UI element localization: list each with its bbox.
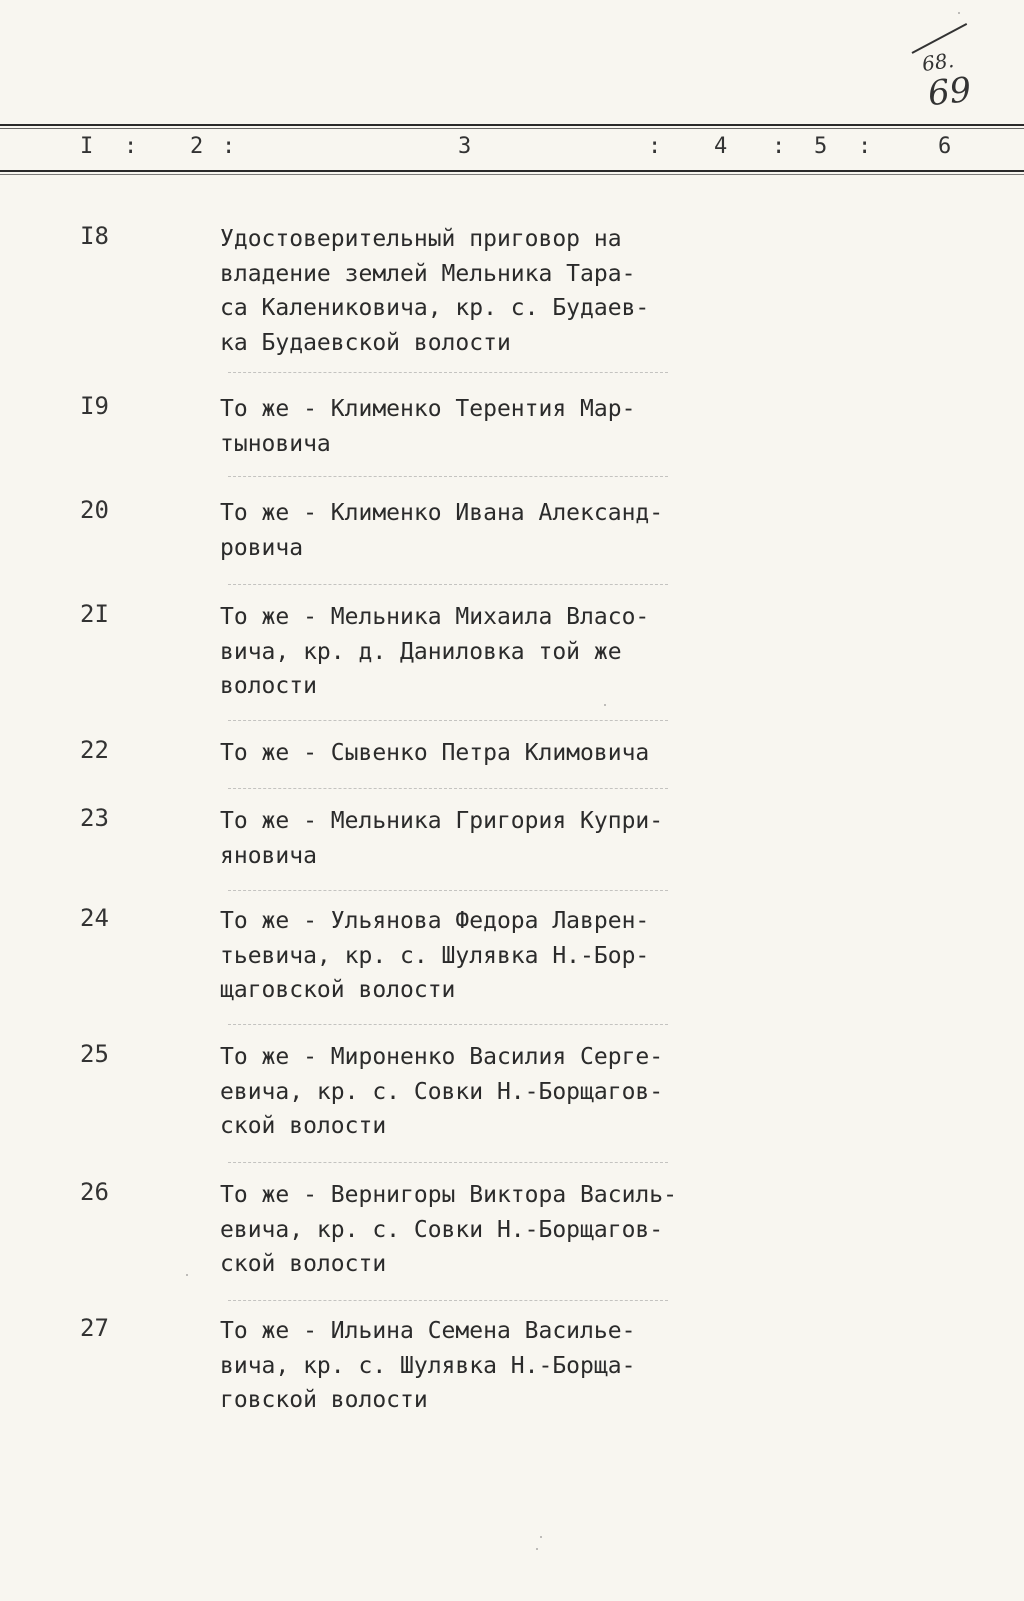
entry-description: То же - Клименко Терентия Мар- тыновича: [220, 396, 636, 457]
column-header-5: 5: [814, 134, 828, 159]
entry-description: То же - Мельника Михаила Власо- вича, кр. д. Даниловка той же волости: [220, 604, 650, 699]
separator-dots: [228, 584, 668, 585]
separator-dots: [228, 1024, 668, 1025]
column-header-3: 3: [458, 134, 472, 159]
header-rule-top: [0, 124, 1024, 126]
column-header-4: 4: [714, 134, 728, 159]
entry-number: 20: [80, 496, 109, 524]
entry-description: То же - Ильина Семена Василье- вича, кр. с. Шулявка Н.-Борща- говской волости: [220, 1318, 636, 1413]
entry-description: То же - Вернигоры Виктора Василь- евича, кр. с. Совки Н.-Борщагов- ской волости: [220, 1182, 677, 1277]
entry-number: 25: [80, 1040, 109, 1068]
entry-description: То же - Клименко Ивана Александ- ровича: [220, 500, 664, 561]
entry-number: I9: [80, 392, 109, 420]
entry-description: Удостоверительный приговор на владение землей Мельника Тара- са Калениковича, кр. с. Будаев- ка Будаевской волости: [220, 226, 650, 356]
folio-old-number: 68.: [920, 47, 956, 77]
scan-speck: [536, 1548, 538, 1550]
separator-dots: [228, 476, 668, 477]
scan-speck: [958, 12, 960, 14]
scan-speck: [540, 1536, 542, 1538]
column-separator: :: [124, 134, 138, 159]
column-header-2: 2: [190, 134, 204, 159]
column-separator: :: [858, 134, 872, 159]
entry-description: То же - Сывенко Петра Климовича: [220, 740, 650, 766]
entry-description: То же - Мироненко Василия Серге- евича, кр. с. Совки Н.-Борщагов- ской волости: [220, 1044, 664, 1139]
scan-speck: [186, 1274, 188, 1276]
entry-number: 24: [80, 904, 109, 932]
column-header-6: 6: [938, 134, 952, 159]
entry-number: 23: [80, 804, 109, 832]
header-rule-bottom: [0, 170, 1024, 172]
separator-dots: [228, 890, 668, 891]
header-rule-top-thin: [0, 128, 1024, 129]
column-separator: :: [648, 134, 662, 159]
scan-speck: [604, 704, 606, 706]
separator-dots: [228, 788, 668, 789]
separator-dots: [228, 372, 668, 373]
entry-number: 22: [80, 736, 109, 764]
entry-number: 27: [80, 1314, 109, 1342]
column-separator: :: [772, 134, 786, 159]
column-header-row: [0, 132, 1024, 166]
separator-dots: [228, 1300, 668, 1301]
entry-description: То же - Мельника Григория Купри- яновича: [220, 808, 664, 869]
entry-description: То же - Ульянова Федора Лаврен- тьевича, кр. с. Шулявка Н.-Бор- щаговской волости: [220, 908, 650, 1003]
separator-dots: [228, 720, 668, 721]
column-header-1: I: [80, 134, 94, 159]
header-rule-bottom-thin: [0, 174, 1024, 175]
entry-number: 26: [80, 1178, 109, 1206]
entry-number: 2I: [80, 600, 109, 628]
separator-dots: [228, 1162, 668, 1163]
column-separator: :: [222, 134, 236, 159]
folio-new-number: 69: [926, 69, 974, 115]
entry-number: I8: [80, 222, 109, 250]
